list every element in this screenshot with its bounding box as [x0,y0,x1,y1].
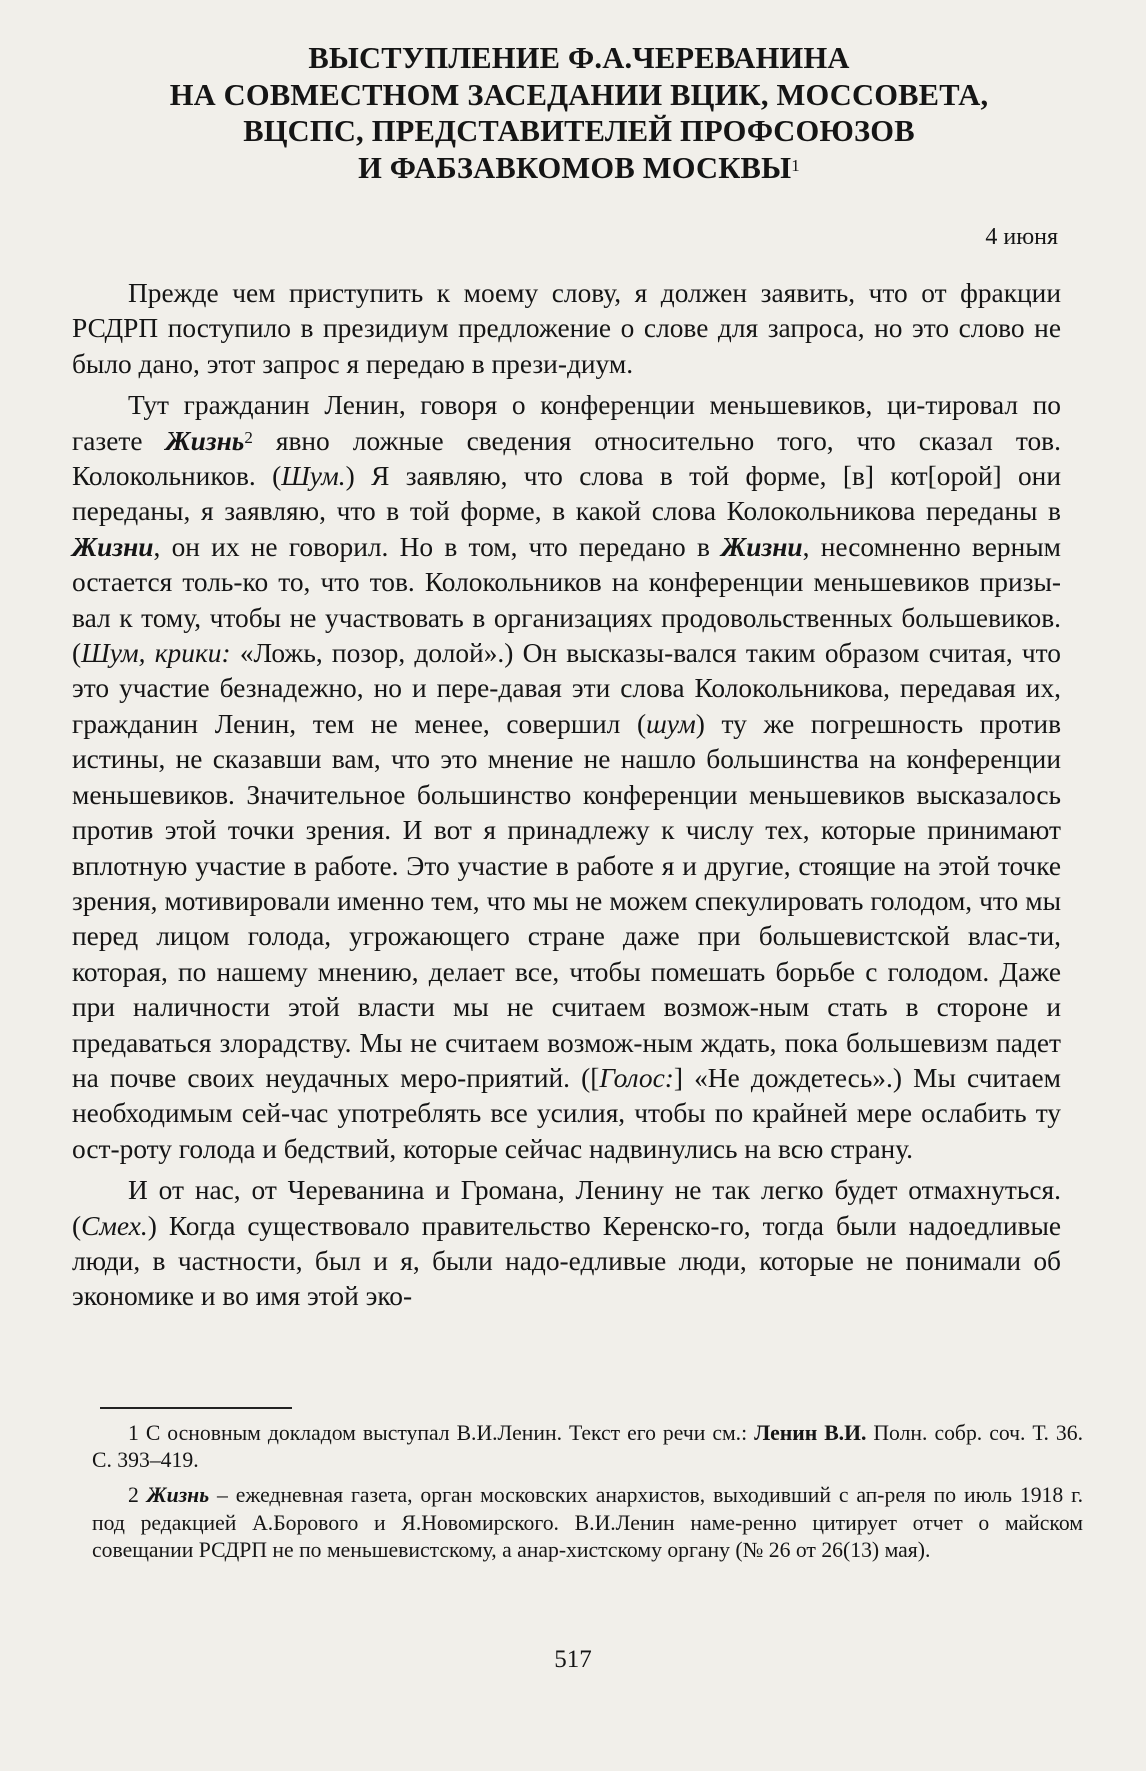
document-title [70,40,1088,186]
text-run: ) Я заявляю, что слова в той форме, [в] кот[орой] они переданы, я заявляю, что в той форме, в какой слова Колокольникова переданы в [72,461,1061,527]
stage-remark: шум [646,708,696,739]
footnotes [92,1420,1083,1572]
newspaper-title: Жизнь [146,1483,210,1508]
footnote-text: 1 С основным докладом выступал В.И.Ленин. Текст его речи см.: [128,1421,748,1445]
footnote-number: 2 [128,1483,139,1508]
title-line [70,150,1088,187]
title-line: ВЦСПС, ПРЕДСТАВИТЕЛЕЙ ПРОФСОЮЗОВ [243,114,915,148]
newspaper-title: Жизни [721,531,803,562]
title-line: НА СОВМЕСТНОМ ЗАСЕДАНИИ ВЦИК, МОССОВЕТА, [169,77,989,112]
paragraph-1: Прежде чем приступить к моему слову, я должен заявить, что от фракции РСДРП поступило в президиум предложение о слове для запроса, но это слово не было дано, этот запрос я передаю в прези-диум. [72,278,1061,379]
newspaper-title: Жизнь [165,425,245,456]
footnote-ref-2: 2 [244,427,253,447]
citation-author: Ленин В.И. [754,1421,867,1445]
footnote-text: Полн. собр. соч. Т. 36. С. 393–419. [92,1421,1084,1473]
paragraph-2 [72,388,1061,1167]
title-line-text: И ФАБЗАВКОМОВ МОСКВЫ [358,150,792,185]
text-run: ) Когда существовало правительство Керенско-го, тогда были надоедливые люди, в частности, был и я, были надо-едливые люди, которые не понимали об экономике и во имя этой эко- [72,1210,1061,1312]
text-run: «Ложь, позор, долой».) Он высказы-вался таким образом считая, что это участие безнадежно, но и пере-давая эти слова Колокольникова, передавая их, гражданин Ленин, тем не менее, совершил ( [72,638,1061,739]
stage-remark: Голос: [599,1062,674,1093]
stage-remark: Смех. [81,1210,148,1241]
text-run: Тут гражданин Ленин, говоря о конференции меньшевиков, ци-тировал по газете [72,390,1061,456]
text-run: ) ту же погрешность против истины, не сказавши вам, что это мнение не нашло большинства на конференции меньшевиков. Значительное большинство конференции меньшевиков высказалось против этой точки зрения. И вот я принадлежу к числу тех, которые принимают вплотную участие в работе. Это участие в работе я и другие, стоящие на этой точке зрения, мотивировали именно тем, что мы не можем спекулировать голодом, что мы перед лицом голода, угрожающего стране даже при большевистской влас-ти, которая, по нашему мнению, делает все, чтобы помешать борьбе с голодом. Даже при наличности этой власти мы не считаем возмож-ным стать в стороне и предаваться злорадству. Мы не считаем возмож-ным ждать, пока большевизм падет на почве своих неудачных меро-приятий. ([ [72,708,1062,1093]
stage-remark: Шум. [281,461,346,492]
text-run: явно ложные сведения относительно того, что сказал тов. Колокольников. ( [72,425,1061,492]
title-footnote-ref: 1 [791,155,800,175]
newspaper-title: Жизни [72,531,154,562]
text-run: И от нас, от Череванина и Громана, Ленину не так легко будет отмахнуться. ( [72,1175,1061,1241]
paragraph-3 [72,1173,1061,1315]
footnote-1 [92,1420,1083,1474]
stage-remark: Шум, крики: [81,638,231,669]
footnote-text: – ежедневная газета, орган московских анархистов, выходивший с ап-реля по июль 1918 г. под редакцией А.Борового и Я.Новомирского. В.И.Ленин наме-ренно цитирует отчет о майском совещании РСДРП не по меньшевистскому, а анар-хистскому органу (№ 26 от 26(13) мая). [92,1483,1083,1562]
speech-body [72,276,1061,1321]
text-run: , он их не говорил. Но в том, что передано в [153,531,710,562]
text-run: ] «Не дождетесь».) Мы считаем необходимым сей-час употреблять все усилия, чтобы по крайней мере ослабить ту ост-роту голода и бедствий, которые сейчас надвинулись на всю страну. [72,1062,1061,1164]
footnote-divider [100,1407,292,1409]
speech-date: 4 июня [985,224,1058,250]
page-number: 517 [554,1646,592,1673]
text-run: , несомненно верным остается толь-ко то, что тов. Колокольников на конференции меньшевиков призы-вал к тому, чтобы не участвовать в организациях продовольственных большевиков. ( [72,531,1061,669]
footnote-2 [92,1482,1083,1564]
title-line: ВЫСТУПЛЕНИЕ Ф.А.ЧЕРЕВАНИНА [308,41,850,75]
